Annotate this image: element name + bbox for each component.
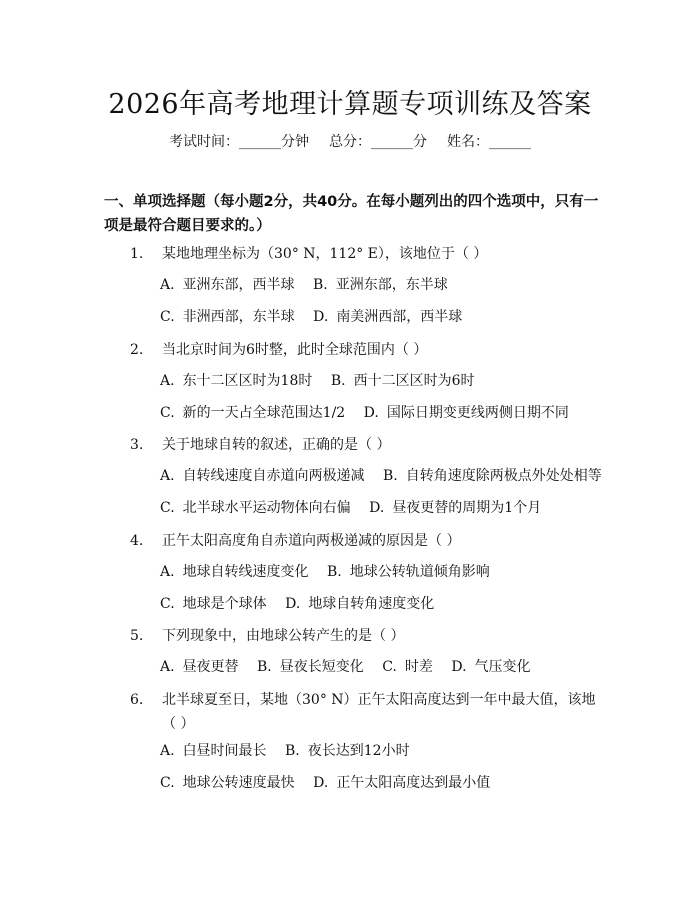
option-d[interactable]: D. 南美洲西部，西半球 — [313, 309, 463, 325]
question-5-options-row-1 — [160, 656, 545, 676]
option-b[interactable]: B. 地球公转轨道倾角影响 — [327, 564, 490, 580]
option-d[interactable]: D. 正午太阳高度达到最小值 — [313, 775, 491, 791]
option-a[interactable]: A. 地球自转线速度变化 — [160, 564, 309, 580]
option-b[interactable]: B. 亚洲东部，东半球 — [313, 277, 448, 293]
page-title: 2026年高考地理计算题专项训练及答案 — [108, 89, 592, 120]
question-number: 6. — [130, 692, 144, 708]
option-d[interactable]: D. 昼夜更替的周期为1个月 — [369, 500, 542, 516]
option-b[interactable]: B. 自转角速度除两极点外处处相等 — [383, 468, 602, 484]
section-heading: 一、单项选择题（每小题2分，共40分。在每小题列出的四个选项中，只有一项是最符合题目要求的。） — [104, 194, 599, 234]
option-c[interactable]: C. 时差 — [382, 659, 433, 675]
option-a[interactable]: A. 自转线速度自赤道向两极递减 — [160, 468, 365, 484]
option-b[interactable]: B. 夜长达到12小时 — [285, 743, 410, 759]
exam-meta — [0, 131, 700, 151]
question-text: 下列现象中，由地球公转产生的是（ ） — [162, 628, 405, 644]
question-3-options-row-2 — [160, 497, 555, 517]
question-number: 2. — [130, 342, 144, 358]
option-b[interactable]: B. 昼夜长短变化 — [257, 659, 364, 675]
option-a[interactable]: A. 亚洲东部，西半球 — [160, 277, 295, 293]
question-4-options-row-2 — [160, 593, 448, 613]
student-name-field: 姓名：______ — [447, 134, 531, 150]
question-number: 3. — [130, 437, 144, 453]
question-2-options-row-2 — [160, 402, 583, 422]
option-d[interactable]: D. 气压变化 — [451, 659, 531, 675]
option-b[interactable]: B. 西十二区区时为6时 — [330, 373, 475, 389]
question-6 — [104, 688, 604, 736]
question-number: 5. — [130, 628, 144, 644]
question-text: 当北京时间为6时整，此时全球范围内（ ） — [162, 342, 428, 358]
question-1-options-row-2 — [160, 306, 476, 326]
option-c[interactable]: C. 地球是个球体 — [160, 596, 267, 612]
option-c[interactable]: C. 地球公转速度最快 — [160, 775, 295, 791]
option-c[interactable]: C. 北半球水平运动物体向右偏 — [160, 500, 351, 516]
question-text: 某地地理坐标为（30° N，112° E），该地位于（ ） — [162, 246, 488, 262]
exam-time-field: 考试时间：______分钟 — [169, 134, 309, 150]
option-c[interactable]: C. 非洲西部，东半球 — [160, 309, 295, 325]
option-a[interactable]: A. 昼夜更替 — [160, 659, 239, 675]
question-text: 北半球夏至日，某地（30° N）正午太阳高度达到一年中最大值，该地（ ） — [162, 692, 596, 732]
option-d[interactable]: D. 国际日期变更线两侧日期不同 — [363, 405, 569, 421]
question-text: 关于地球自转的叙述，正确的是（ ） — [162, 437, 391, 453]
option-a[interactable]: A. 东十二区区时为18时 — [160, 373, 313, 389]
question-number: 4. — [130, 533, 144, 549]
total-score-field: 总分：______分 — [329, 134, 427, 150]
question-2-options-row-1 — [160, 370, 489, 390]
question-number: 1. — [130, 246, 144, 262]
option-d[interactable]: D. 地球自转角速度变化 — [285, 596, 435, 612]
question-6-options-row-2 — [160, 772, 504, 792]
option-a[interactable]: A. 白昼时间最长 — [160, 743, 267, 759]
option-c[interactable]: C. 新的一天占全球范围达1/2 — [160, 405, 346, 421]
question-text: 正午太阳高度角自赤道向两极递减的原因是（ ） — [162, 533, 461, 549]
question-1-options-row-1 — [160, 274, 462, 294]
question-4-options-row-1 — [160, 561, 504, 581]
question-6-options-row-1 — [160, 740, 424, 760]
question-3-options-row-1 — [160, 465, 616, 485]
